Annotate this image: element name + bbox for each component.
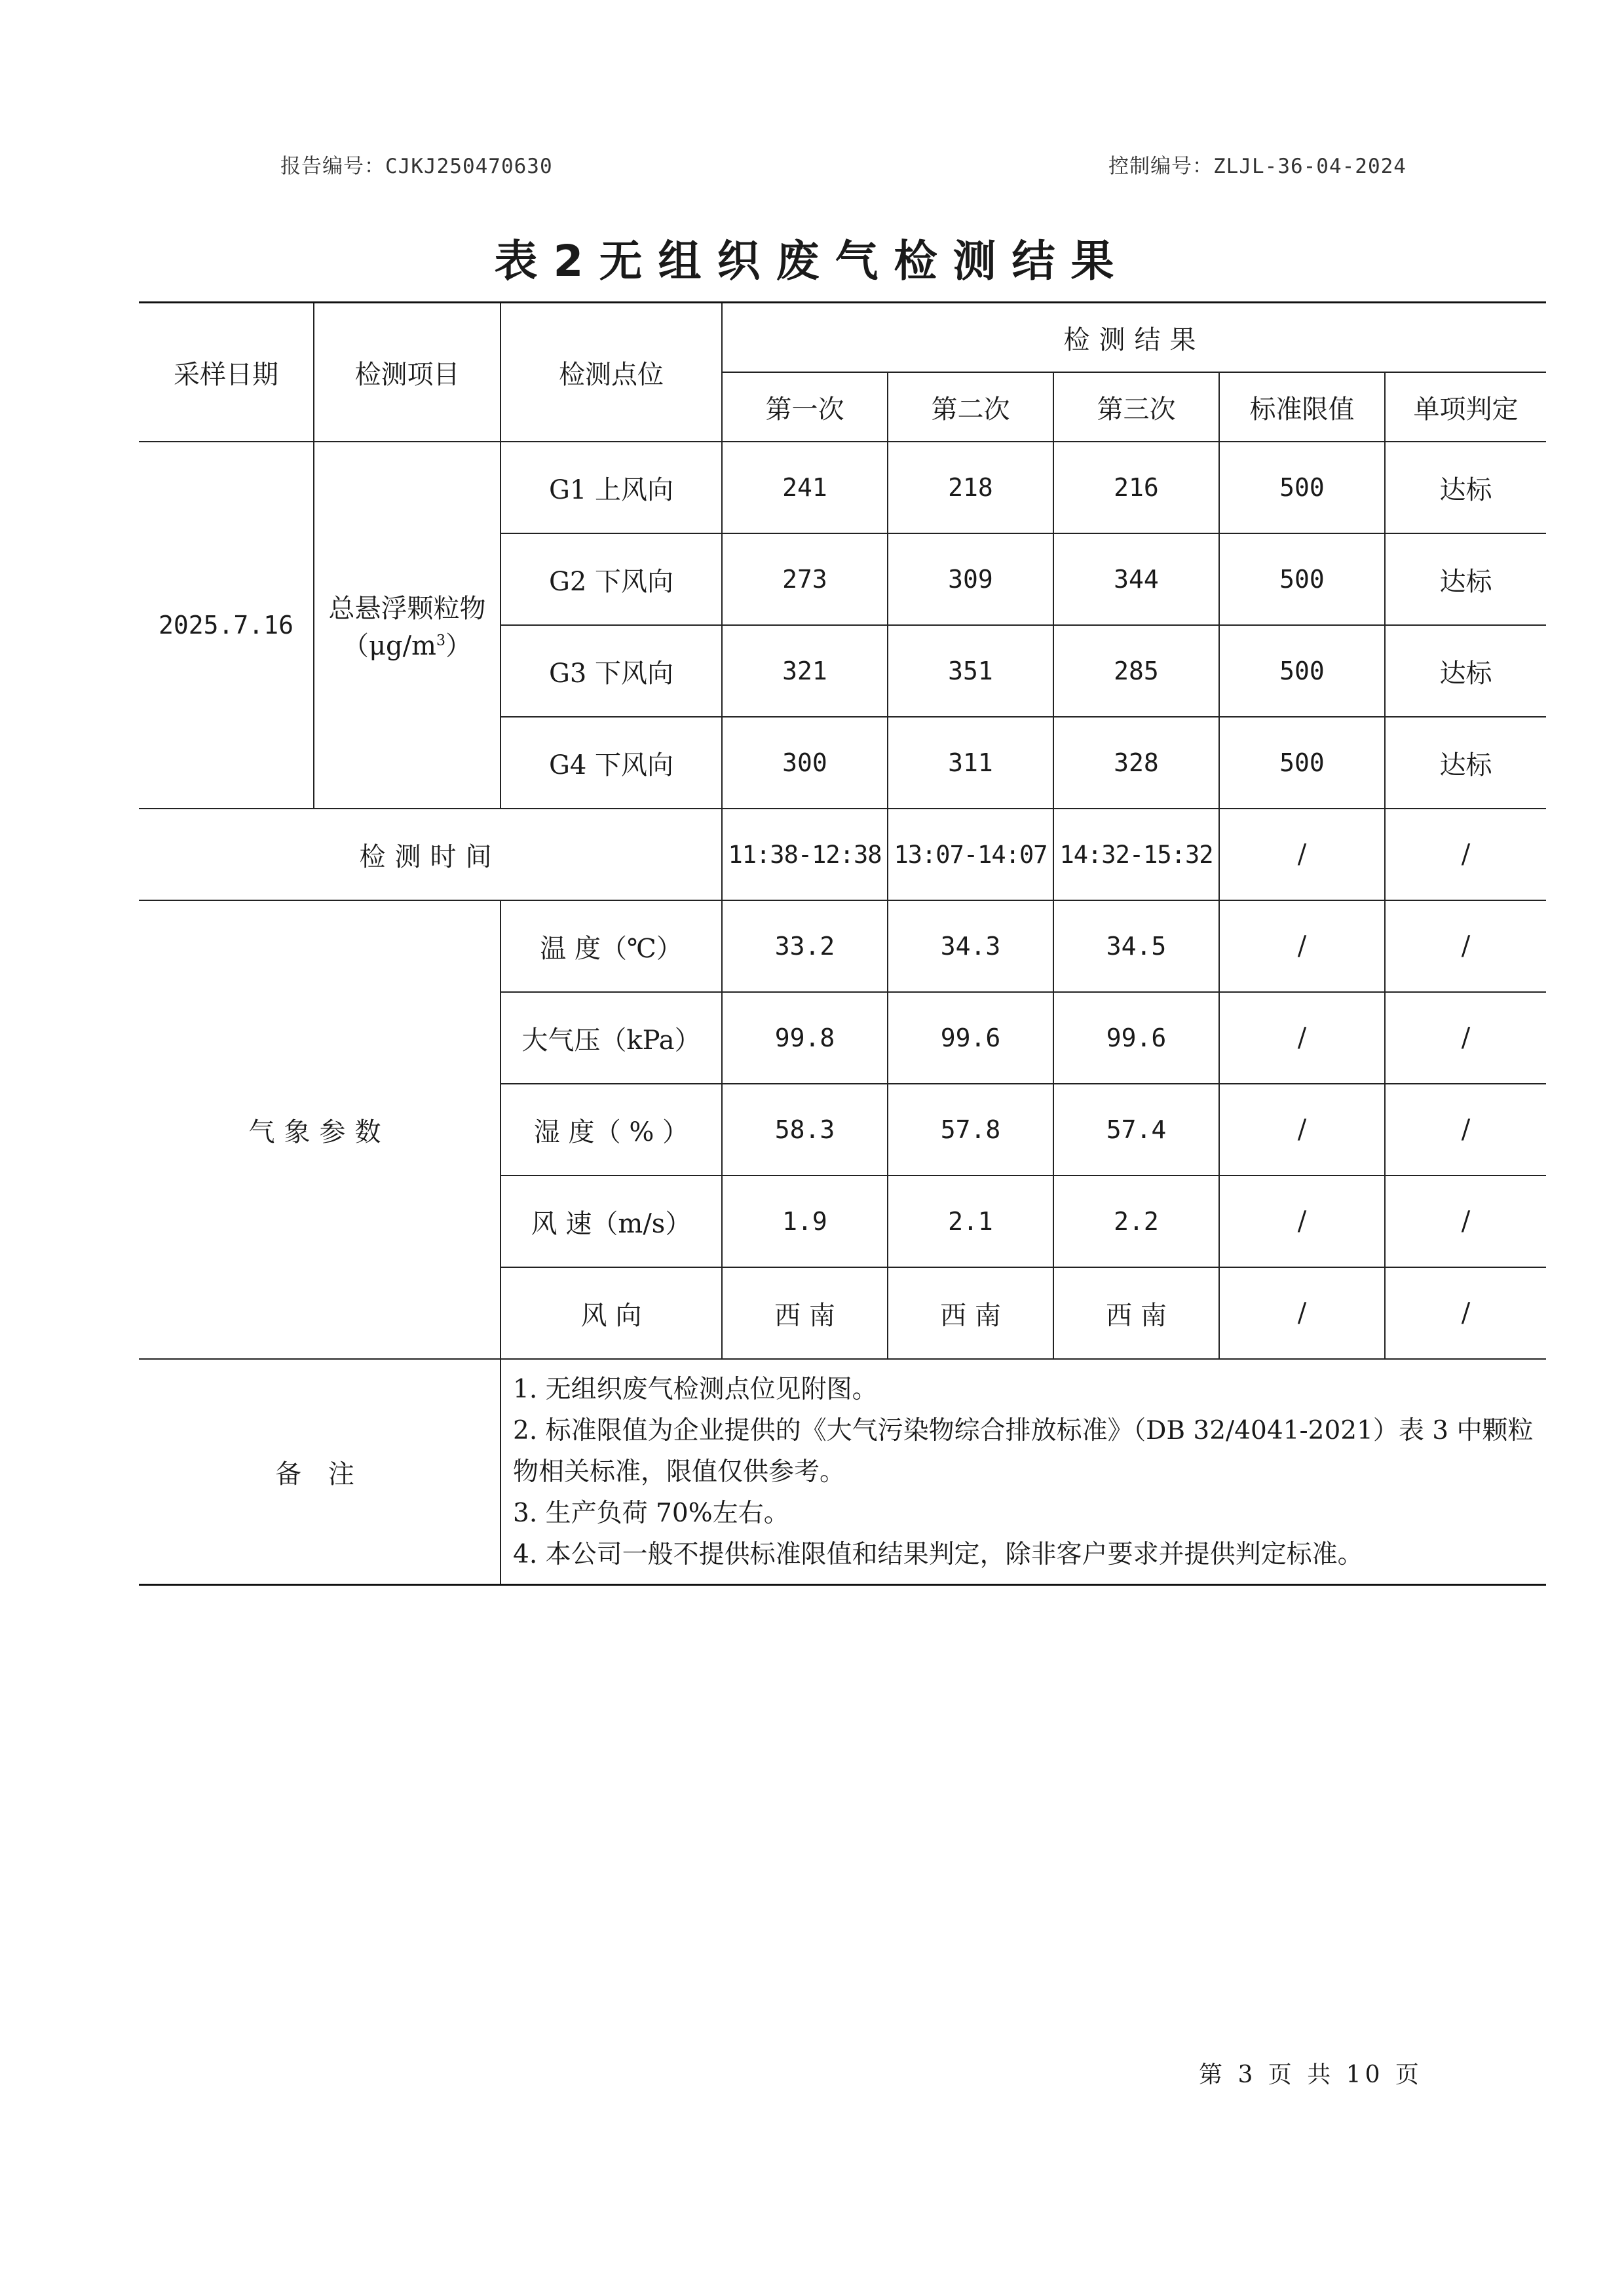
weather-third: 西 南 bbox=[1053, 1267, 1219, 1359]
point-cell: G4 下风向 bbox=[500, 717, 722, 809]
weather-second: 99.6 bbox=[888, 992, 1053, 1084]
point-cell: G1 上风向 bbox=[500, 442, 722, 533]
item-unit-prefix: （μg/m bbox=[342, 631, 436, 661]
table-title: 表2无组织废气检测结果 bbox=[494, 236, 1130, 286]
header-point: 检测点位 bbox=[500, 303, 722, 442]
slash-cell: / bbox=[1219, 809, 1385, 900]
value-limit: 500 bbox=[1219, 625, 1385, 717]
remark-line: 3. 生产负荷 70%左右。 bbox=[513, 1498, 789, 1528]
header-judgement: 单项判定 bbox=[1385, 372, 1546, 442]
item-unit bbox=[317, 625, 497, 662]
weather-second: 57.8 bbox=[888, 1084, 1053, 1176]
time-row bbox=[139, 809, 1546, 900]
value-limit: 500 bbox=[1219, 533, 1385, 625]
time-first: 11:38-12:38 bbox=[722, 809, 888, 900]
remarks-label: 备 注 bbox=[139, 1359, 500, 1585]
item-name-cell bbox=[314, 442, 500, 809]
weather-first: 33.2 bbox=[722, 900, 888, 992]
weather-second: 西 南 bbox=[888, 1267, 1053, 1359]
weather-param: 风 向 bbox=[500, 1267, 722, 1359]
item-name: 总悬浮颗粒物 bbox=[328, 594, 486, 624]
value-first: 300 bbox=[722, 717, 888, 809]
time-label: 检测时间 bbox=[139, 809, 722, 900]
weather-second: 34.3 bbox=[888, 900, 1053, 992]
remarks-content bbox=[500, 1359, 1546, 1585]
weather-param: 风 速（m/s） bbox=[500, 1176, 722, 1267]
value-second: 311 bbox=[888, 717, 1053, 809]
slash-cell: / bbox=[1385, 1084, 1546, 1176]
value-judgement: 达标 bbox=[1385, 625, 1546, 717]
value-third: 285 bbox=[1053, 625, 1219, 717]
header-limit: 标准限值 bbox=[1219, 372, 1385, 442]
value-limit: 500 bbox=[1219, 442, 1385, 533]
page-number: 第 3 页 共 10 页 bbox=[1199, 2061, 1423, 2088]
value-third: 328 bbox=[1053, 717, 1219, 809]
point-cell: G3 下风向 bbox=[500, 625, 722, 717]
weather-label: 气象参数 bbox=[139, 900, 500, 1359]
weather-param: 湿 度（ % ） bbox=[500, 1084, 722, 1176]
slash-cell: / bbox=[1219, 900, 1385, 992]
weather-first: 1.9 bbox=[722, 1176, 888, 1267]
weather-first: 58.3 bbox=[722, 1084, 888, 1176]
sampling-date: 2025.7.16 bbox=[139, 442, 314, 809]
remark-line: 4. 本公司一般不提供标准限值和结果判定，除非客户要求并提供判定标准。 bbox=[513, 1539, 1363, 1569]
slash-cell: / bbox=[1385, 900, 1546, 992]
remark-line: 1. 无组织废气检测点位见附图。 bbox=[513, 1374, 878, 1404]
header-sampling-date: 采样日期 bbox=[139, 303, 314, 442]
value-first: 321 bbox=[722, 625, 888, 717]
value-third: 216 bbox=[1053, 442, 1219, 533]
weather-second: 2.1 bbox=[888, 1176, 1053, 1267]
weather-first: 西 南 bbox=[722, 1267, 888, 1359]
table-row bbox=[139, 442, 1546, 533]
weather-third: 34.5 bbox=[1053, 900, 1219, 992]
value-judgement: 达标 bbox=[1385, 717, 1546, 809]
value-judgement: 达标 bbox=[1385, 533, 1546, 625]
header-third: 第三次 bbox=[1053, 372, 1219, 442]
value-judgement: 达标 bbox=[1385, 442, 1546, 533]
item-unit-sup: 3 bbox=[436, 632, 445, 649]
header-row-1 bbox=[139, 303, 1546, 373]
time-third: 14:32-15:32 bbox=[1053, 809, 1219, 900]
header-second: 第二次 bbox=[888, 372, 1053, 442]
value-first: 273 bbox=[722, 533, 888, 625]
slash-cell: / bbox=[1219, 1267, 1385, 1359]
slash-cell: / bbox=[1219, 1176, 1385, 1267]
point-cell: G2 下风向 bbox=[500, 533, 722, 625]
value-limit: 500 bbox=[1219, 717, 1385, 809]
results-table bbox=[139, 301, 1546, 1586]
value-third: 344 bbox=[1053, 533, 1219, 625]
weather-param: 大气压（kPa） bbox=[500, 992, 722, 1084]
slash-cell: / bbox=[1219, 992, 1385, 1084]
remarks-row bbox=[139, 1359, 1546, 1585]
weather-first: 99.8 bbox=[722, 992, 888, 1084]
slash-cell: / bbox=[1385, 1176, 1546, 1267]
slash-cell: / bbox=[1385, 1267, 1546, 1359]
control-number: 控制编号：ZLJL-36-04-2024 bbox=[1108, 155, 1407, 178]
value-first: 241 bbox=[722, 442, 888, 533]
value-second: 351 bbox=[888, 625, 1053, 717]
time-second: 13:07-14:07 bbox=[888, 809, 1053, 900]
value-second: 309 bbox=[888, 533, 1053, 625]
item-unit-suffix: ） bbox=[445, 631, 472, 661]
value-second: 218 bbox=[888, 442, 1053, 533]
header-item: 检测项目 bbox=[314, 303, 500, 442]
report-number: 报告编号：CJKJ250470630 bbox=[280, 155, 553, 178]
slash-cell: / bbox=[1385, 992, 1546, 1084]
weather-third: 57.4 bbox=[1053, 1084, 1219, 1176]
weather-row bbox=[139, 900, 1546, 992]
weather-third: 99.6 bbox=[1053, 992, 1219, 1084]
remark-line: 2. 标准限值为企业提供的《大气污染物综合排放标准》（DB 32/4041-2021）表 3 中颗粒物相关标准，限值仅供参考。 bbox=[513, 1415, 1534, 1487]
slash-cell: / bbox=[1385, 809, 1546, 900]
slash-cell: / bbox=[1219, 1084, 1385, 1176]
header-first: 第一次 bbox=[722, 372, 888, 442]
weather-param: 温 度（℃） bbox=[500, 900, 722, 992]
header-results: 检测结果 bbox=[722, 303, 1546, 373]
weather-third: 2.2 bbox=[1053, 1176, 1219, 1267]
